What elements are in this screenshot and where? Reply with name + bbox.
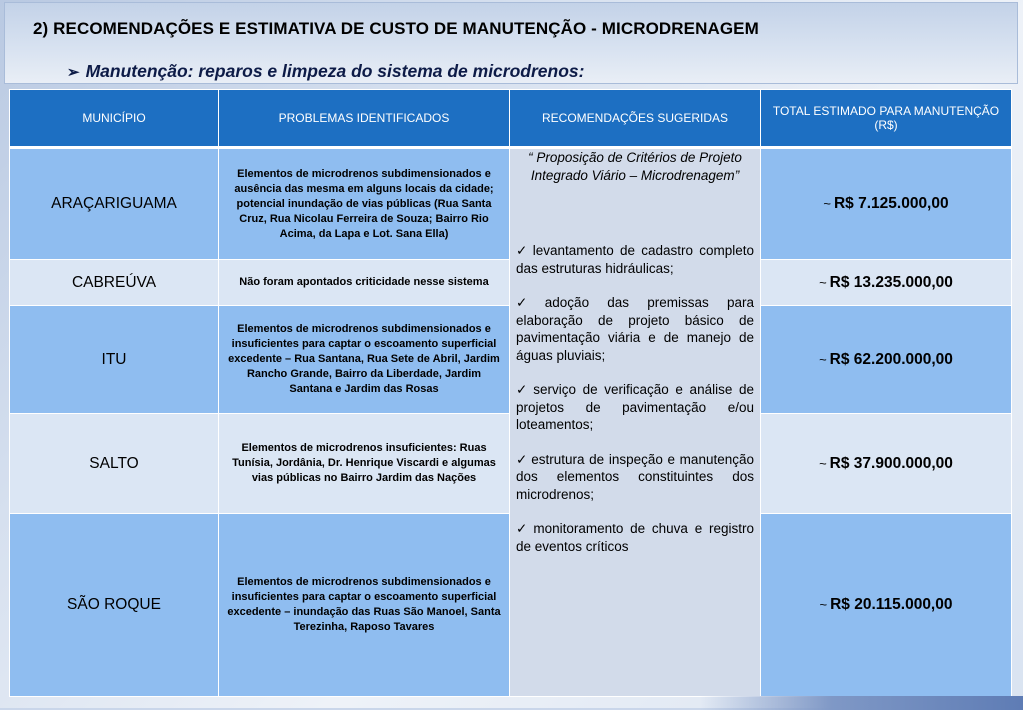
total-cell bbox=[761, 514, 1012, 697]
column-header-recomendacoes: RECOMENDAÇÕES SUGERIDAS bbox=[510, 90, 761, 148]
checkmark-icon: ✓ bbox=[516, 295, 542, 310]
slide-subtitle bbox=[67, 61, 584, 82]
recomendacoes-cell bbox=[510, 148, 761, 697]
table-row bbox=[10, 148, 1012, 260]
subtitle-text: Manutenção: reparos e limpeza do sistema de microdrenos: bbox=[85, 61, 585, 81]
total-cell bbox=[761, 148, 1012, 260]
checkmark-icon: ✓ bbox=[516, 451, 529, 467]
total-value: R$ 37.900.000,00 bbox=[829, 454, 953, 472]
recomendacao-text: levantamento de cadastro completo das estruturas hidráulicas; bbox=[516, 243, 754, 276]
recomendacao-item bbox=[516, 381, 754, 434]
recomendacao-item bbox=[516, 242, 754, 277]
approx-symbol: ~ bbox=[819, 351, 827, 367]
recomendacao-item bbox=[516, 520, 754, 555]
approx-symbol: ~ bbox=[823, 196, 831, 211]
maintenance-table bbox=[9, 89, 1012, 697]
total-cell bbox=[761, 306, 1012, 414]
recomendacao-item bbox=[516, 294, 754, 364]
total-cell bbox=[761, 260, 1012, 306]
checkmark-icon: ✓ bbox=[516, 382, 531, 397]
municipio-cell: SÃO ROQUE bbox=[10, 514, 219, 697]
problemas-cell: Elementos de microdrenos subdimensionados e insuficientes para captar o escoamento superficial excedente – inundação das Ruas São Manoel, Santa Terezinha, Raposo Tavares bbox=[219, 514, 510, 697]
column-header-problemas: PROBLEMAS IDENTIFICADOS bbox=[219, 90, 510, 148]
total-value: R$ 13.235.000,00 bbox=[829, 273, 953, 291]
approx-symbol: ~ bbox=[819, 274, 827, 290]
recomendacao-item bbox=[516, 451, 754, 504]
total-value: R$ 7.125.000,00 bbox=[833, 195, 949, 212]
checkmark-icon: ✓ bbox=[516, 243, 530, 258]
problemas-cell: Não foram apontados criticidade nesse sistema bbox=[219, 260, 510, 306]
close-quote: ” bbox=[734, 167, 740, 183]
column-header-municipio: MUNICÍPIO bbox=[10, 90, 219, 148]
checkmark-icon: ✓ bbox=[516, 521, 531, 536]
approx-symbol: ~ bbox=[819, 597, 828, 612]
municipio-cell: CABREÚVA bbox=[10, 260, 219, 306]
slide-title: 2) RECOMENDAÇÕES E ESTIMATIVA DE CUSTO DE MANUTENÇÃO - MICRODRENAGEM bbox=[33, 19, 759, 38]
total-value: R$ 62.200.000,00 bbox=[829, 350, 953, 368]
title-band bbox=[4, 2, 1018, 84]
municipio-cell: ARAÇARIGUAMA bbox=[10, 148, 219, 260]
municipio-cell: ITU bbox=[10, 306, 219, 414]
arrow-bullet-icon: ➢ bbox=[67, 64, 80, 81]
table-header-row bbox=[10, 90, 1012, 148]
problemas-cell: Elementos de microdrenos insuficientes: Ruas Tunísia, Jordânia, Dr. Henrique Viscardi e algumas vias públicas no Bairro Jardim das Nações bbox=[219, 414, 510, 514]
municipio-cell: SALTO bbox=[10, 414, 219, 514]
column-header-total: TOTAL ESTIMADO PARA MANUTENÇÃO (R$) bbox=[761, 90, 1012, 148]
problemas-cell: Elementos de microdrenos subdimensionados e ausência das mesma em alguns locais da cidade; potencial inundação de vias públicas (Rua Santa Cruz, Rua Nicolau Ferreira de Souza; Bairro Rio Acima, da Lapa e Lot. Sana Ella) bbox=[219, 148, 510, 260]
recomendacao-text: monitoramento de chuva e registro de eventos críticos bbox=[516, 521, 754, 554]
recomendacoes-heading-text: Proposição de Critérios de Projeto Integrado Viário – Microdrenagem bbox=[530, 150, 742, 183]
recomendacoes-heading bbox=[516, 149, 754, 184]
total-cell bbox=[761, 414, 1012, 514]
total-value: R$ 20.115.000,00 bbox=[830, 596, 953, 613]
open-quote: “ bbox=[528, 150, 533, 165]
problemas-cell: Elementos de microdrenos subdimensionados e insuficientes para captar o escoamento superficial excedente – Rua Santana, Rua Sete de Abril, Jardim Rancho Grande, Bairro da Liberdade, Jardim Santana e Jardim das Rosas bbox=[219, 306, 510, 414]
recomendacao-text: estrutura de inspeção e manutenção dos elementos constituintes dos microdrenos; bbox=[516, 451, 754, 502]
recomendacao-text: adoção das premissas para elaboração de projeto básico de pavimentação viária e de manejo de águas pluviais; bbox=[516, 295, 755, 363]
approx-symbol: ~ bbox=[819, 455, 827, 471]
recomendacao-text: serviço de verificação e análise de projetos de pavimentação e/ou loteamentos; bbox=[516, 382, 754, 432]
